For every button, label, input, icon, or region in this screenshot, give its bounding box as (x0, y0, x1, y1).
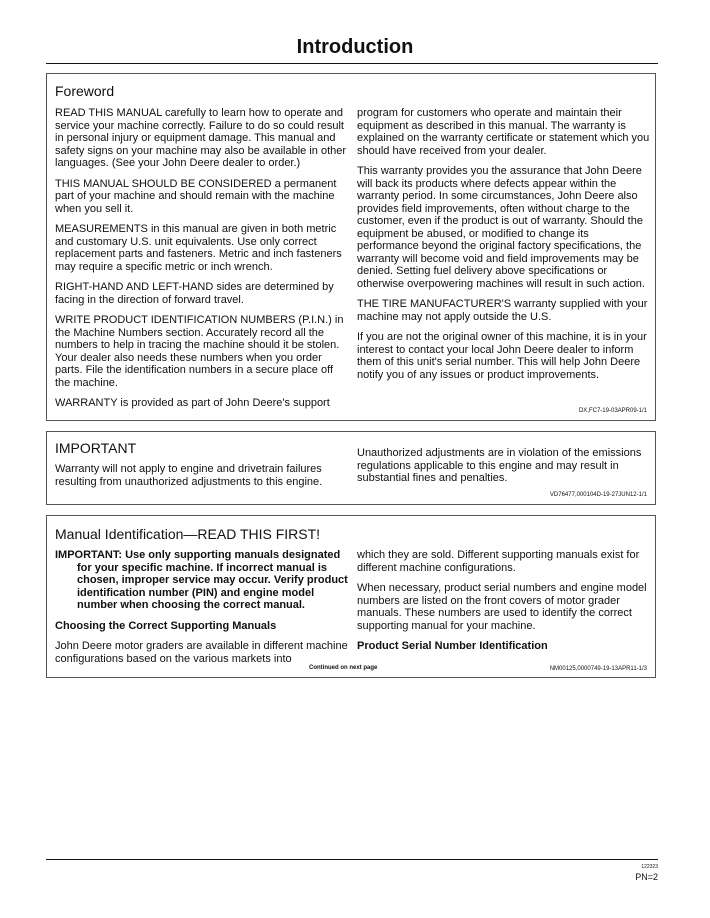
continued-note: Continued on next page (309, 665, 378, 671)
foreword-paragraph: WRITE PRODUCT IDENTIFICATION NUMBERS (P.I.N.) in the Machine Numbers section. Accurately record all the numbers to help in tracing the machine should it be stolen. Your dealer also needs these numbers when you order parts. File the identification numbers in a secure place off the machine. (55, 314, 344, 389)
important-note: IMPORTANT: Use only supporting manuals designated for your specific machine. If incorrect manual is chosen, improper service may occur. Verify product identification number (PIN) and engine model number when choosing the correct manual. (55, 549, 348, 611)
important-text: Unauthorized adjustments are in violation of the emissions regulations applicable to this engine and may result in substantial fines and penalties. (357, 447, 642, 484)
foreword-paragraph: MEASUREMENTS in this manual are given in both metric and customary U.S. unit equivalents. Use only correct replacement parts and fasteners. Metric and inch fasteners may require a specific metric or inch wrench. (55, 223, 342, 273)
manual-id-paragraph: John Deere motor graders are available in different machine configurations based on the various markets into (55, 640, 348, 665)
footer-code: 122323 (641, 864, 658, 870)
footer-rule (46, 859, 658, 860)
manual-id-paragraph: When necessary, product serial numbers and engine model numbers are listed on the front covers of motor grader manuals. These numbers are used to identify the correct supporting manual for your machine. (357, 582, 647, 632)
page-number: PN=2 (635, 872, 658, 882)
foreword-paragraph: If you are not the original owner of this machine, it is in your interest to contact your local John Deere dealer to inform them of this unit's serial number. This will help John Deere notify you of any issues or product improvements. (357, 331, 647, 381)
foreword-paragraph: program for customers who operate and maintain their equipment as described in this manual. The warranty is explained on the warranty certificate or statement which you should have received from your dealer. (357, 107, 650, 157)
reference-code: NM00125,0000749-19-13APR11-1/3 (549, 666, 647, 672)
important-heading: IMPORTANT (55, 440, 137, 456)
manual-id-right-column (357, 549, 651, 661)
foreword-paragraph: READ THIS MANUAL carefully to learn how to operate and service your machine correctly. Failure to do so could result in personal injury or equipment damage. This manual and safety signs on your machine may also be available in other languages. (See your John Deere dealer to order.) (55, 107, 347, 169)
subheading: Product Serial Number Identification (357, 640, 548, 652)
title-rule (46, 63, 658, 64)
manual-id-left-column (55, 549, 351, 673)
important-left-column (55, 463, 349, 496)
manual-identification-section (46, 515, 656, 678)
foreword-paragraph: THIS MANUAL SHOULD BE CONSIDERED a permanent part of your machine and should remain with the machine when you sell it. (55, 177, 337, 215)
important-text: Warranty will not apply to engine and drivetrain failures resulting from unauthorized adjustments to this engine. (55, 463, 323, 488)
foreword-right-column (357, 107, 651, 389)
reference-code: VD76477,000104D-19-27JUN12-1/1 (549, 492, 647, 498)
manual-identification-heading: Manual Identification—READ THIS FIRST! (55, 526, 321, 542)
reference-code: DX,FC7-19-03APR09-1/1 (578, 408, 647, 414)
important-section (46, 431, 656, 505)
subheading: Choosing the Correct Supporting Manuals (55, 619, 277, 632)
foreword-heading: Foreword (55, 83, 115, 99)
foreword-paragraph: RIGHT-HAND AND LEFT-HAND sides are determined by facing in the direction of forward travel. (55, 281, 334, 306)
foreword-paragraph: This warranty provides you the assurance that John Deere will back its products where defects appear within the warranty period. In some circumstances, John Deere also provides field improvements, often without charge to the customer, even if the product is out of warranty. Should the equipment be abused, or modified to change its performance beyond the original factory specifications, the warranty will become void and field improvements may be denied. Setting fuel delivery above specifications or otherwise overpowering machines will result in such action. (357, 165, 645, 290)
foreword-left-column (55, 107, 349, 418)
manual-id-paragraph: which they are sold. Different supporting manuals exist for different machine configurations. (357, 549, 640, 574)
important-right-column (357, 447, 651, 493)
foreword-section (46, 73, 656, 421)
foreword-paragraph: WARRANTY is provided as part of John Deere's support (55, 397, 330, 409)
page-title: Introduction (296, 36, 414, 58)
foreword-paragraph: THE TIRE MANUFACTURER'S warranty supplied with your machine may not apply outside the U.S. (357, 298, 648, 323)
